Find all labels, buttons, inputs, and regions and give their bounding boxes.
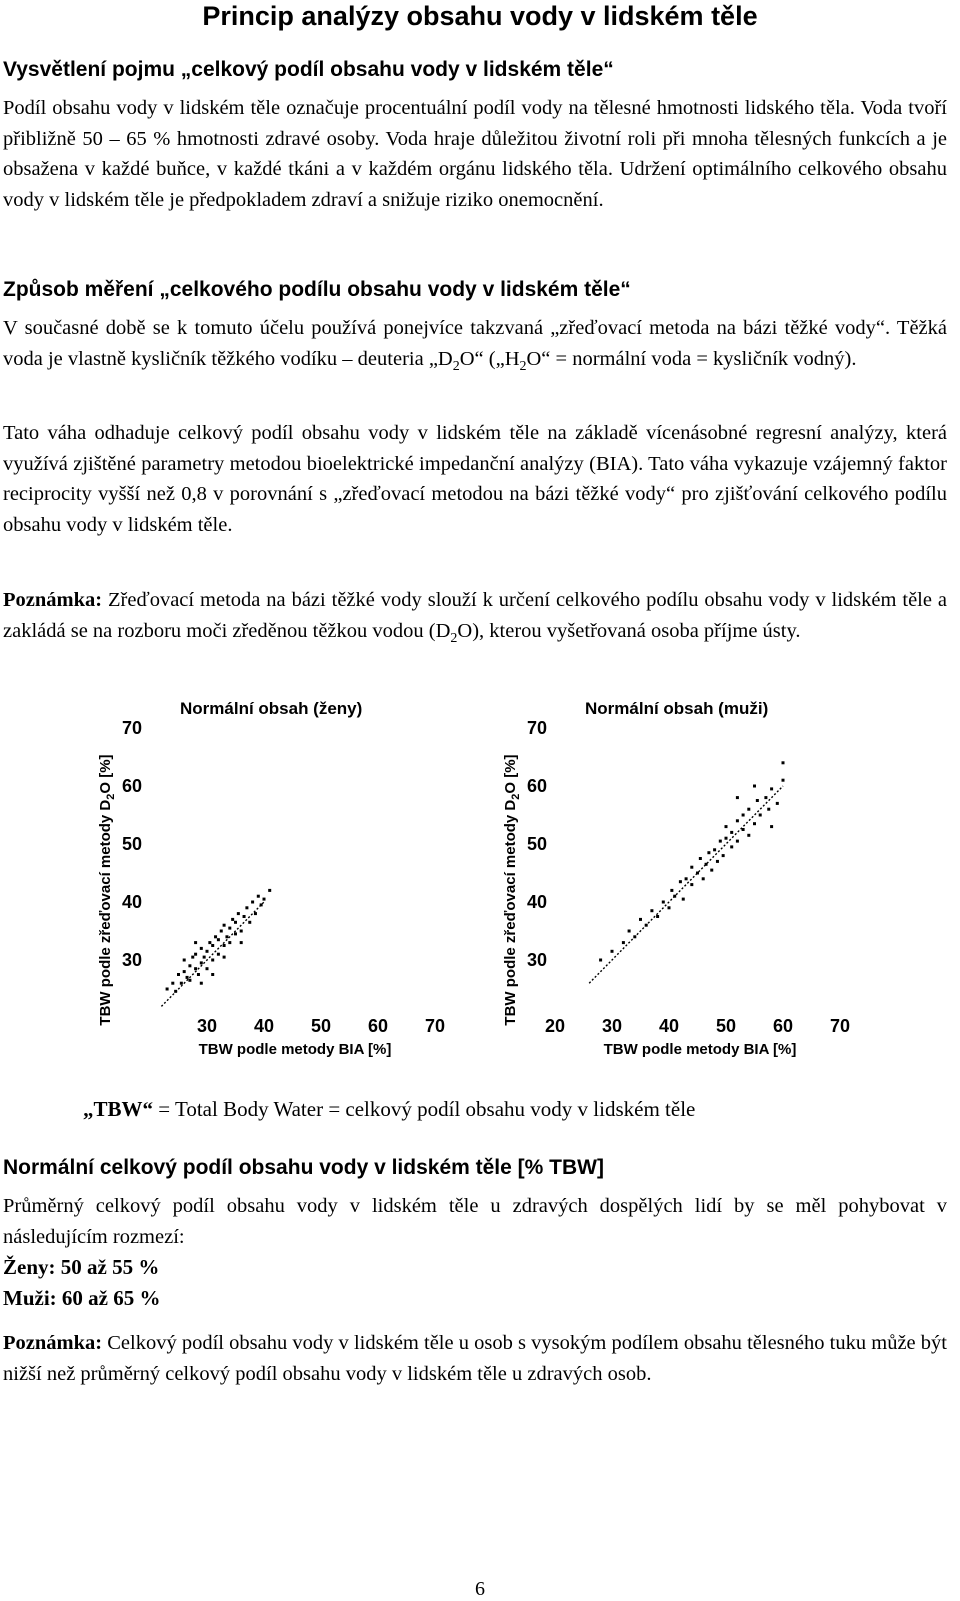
- scatter-chart-men: [495, 700, 865, 1070]
- section-heading-normal: Normální celkový podíl obsahu vody v lidském těle [% TBW]: [3, 1156, 604, 1179]
- y-tick-label: 70: [121, 718, 142, 738]
- x-tick-label: 50: [715, 1016, 737, 1036]
- x-tick-label: 50: [310, 1016, 332, 1036]
- data-point: [251, 901, 254, 904]
- plot-area: [122, 718, 445, 1036]
- data-point: [240, 930, 243, 933]
- data-point: [243, 915, 246, 918]
- data-point: [670, 889, 673, 892]
- data-point: [736, 840, 739, 843]
- data-point: [183, 970, 186, 973]
- data-point: [217, 938, 220, 941]
- data-point: [690, 866, 693, 869]
- x-axis-label: TBW podle metody BIA [%]: [603, 1041, 797, 1058]
- data-point: [662, 901, 665, 904]
- data-point: [200, 947, 203, 950]
- scatter-chart-women: [90, 700, 460, 1070]
- data-point: [223, 956, 226, 959]
- paragraph-definition: Podíl obsahu vody v lidském těle označuje procentuální podíl vody na tělesné hmotnosti lidského těla. Voda tvoří přibližně 50 – 65 % hmotnosti zdravé osoby. Voda hraje důležitou životní roli při mnoha tělesných funkcích a je obsažena v každé buňce, v každé tkáni a v každém orgánu lidského těla. Udržení optimálního celkového obsahu vody v lidském těle je předpokladem zdraví a snižuje riziko onemocnění.: [3, 97, 947, 211]
- data-point: [206, 967, 209, 970]
- data-point: [166, 988, 169, 991]
- y-axis-label: TBW podle zřeďovací metody $D_2O$ [%]: [502, 754, 522, 1026]
- data-point: [171, 982, 174, 985]
- data-point: [214, 935, 217, 938]
- data-point: [770, 787, 773, 790]
- data-point: [725, 837, 728, 840]
- data-point: [197, 973, 200, 976]
- data-point: [747, 834, 750, 837]
- data-point: [260, 903, 263, 906]
- data-point: [248, 921, 251, 924]
- data-point: [753, 785, 756, 788]
- section-heading-measurement: Způsob měření „celkového podílu obsahu vody v lidském těle“: [3, 278, 631, 301]
- data-point: [208, 941, 211, 944]
- data-point: [668, 906, 671, 909]
- data-point: [628, 930, 631, 933]
- data-point: [211, 944, 214, 947]
- data-point: [696, 872, 699, 875]
- data-point: [237, 912, 240, 915]
- data-point: [194, 941, 197, 944]
- data-point: [767, 808, 770, 811]
- data-point: [194, 967, 197, 970]
- y-tick-label: 30: [526, 950, 547, 970]
- data-point: [725, 825, 728, 828]
- x-tick-label: 30: [196, 1016, 218, 1036]
- plot-area: [527, 718, 850, 1036]
- trend-line: [589, 786, 783, 983]
- x-tick-label: 40: [658, 1016, 680, 1036]
- data-point: [730, 831, 733, 834]
- data-point: [742, 828, 745, 831]
- data-point: [234, 932, 237, 935]
- y-axis-label: TBW podle zřeďovací metody $D_2O$ [%]: [97, 754, 117, 1026]
- data-point: [228, 941, 231, 944]
- data-point: [722, 854, 725, 857]
- data-point: [188, 979, 191, 982]
- data-point: [645, 924, 648, 927]
- data-point: [228, 927, 231, 930]
- paragraph-bia: Tato váha odhaduje celkový podíl obsahu vody v lidském těle na základě vícenásobné regresní analýzy, která využívá zjištěné parametry metodou bioelektrické impedanční analýzy (BIA). Tato váha vykazuje vzájemný faktor reciprocity vyšší než 0,8 v porovnání s „zřeďovací metodou na bázi těžké vody“ pro zjišťování celkového podílu obsahu vody v lidském těle.: [3, 422, 947, 536]
- data-point: [206, 950, 209, 953]
- data-point: [211, 959, 214, 962]
- data-point: [656, 915, 659, 918]
- data-point: [682, 898, 685, 901]
- data-point: [756, 799, 759, 802]
- data-point: [764, 796, 767, 799]
- data-point: [685, 877, 688, 880]
- page-number: 6: [475, 1578, 485, 1600]
- data-point: [713, 848, 716, 851]
- y-tick-label: 40: [121, 892, 142, 912]
- data-point: [223, 924, 226, 927]
- data-point: [705, 863, 708, 866]
- data-point: [211, 973, 214, 976]
- y-tick-label: 60: [121, 776, 142, 796]
- y-tick-label: 50: [526, 834, 547, 854]
- data-point: [186, 976, 189, 979]
- data-point: [707, 851, 710, 854]
- data-point: [194, 953, 197, 956]
- y-tick-label: 30: [121, 950, 142, 970]
- data-point: [180, 982, 183, 985]
- data-point: [225, 935, 228, 938]
- data-point: [782, 761, 785, 764]
- paragraph-note-dilution: Poznámka: Zřeďovací metoda na bázi těžké vody slouží k určení celkového podílu obsahu vody v lidském těle a zakládá se na rozboru moči zředěnou těžkou vodou $(D_2O)$, kterou vyšetřovaná osoba příjme ústy.: [3, 589, 947, 646]
- range-women: Ženy: 50 až 55 %: [3, 1255, 160, 1279]
- data-point: [770, 825, 773, 828]
- x-tick-label: 60: [772, 1016, 794, 1036]
- data-point: [223, 944, 226, 947]
- data-point: [183, 959, 186, 962]
- data-point: [217, 953, 220, 956]
- data-point: [702, 877, 705, 880]
- data-point: [639, 918, 642, 921]
- paragraph-note-fat: Poznámka: Celkový podíl obsahu vody v lidském těle u osob s vysokým podílem obsahu tělesného tuku může být nižší než průměrný celkový podíl obsahu vody v lidském těle u zdravých osob.: [3, 1332, 947, 1385]
- data-point: [268, 889, 271, 892]
- data-point: [174, 990, 177, 993]
- data-point: [736, 796, 739, 799]
- data-point: [220, 930, 223, 933]
- data-point: [254, 912, 257, 915]
- data-point: [611, 950, 614, 953]
- data-point: [679, 880, 682, 883]
- data-point: [257, 895, 260, 898]
- paragraph-normal-range: Průměrný celkový podíl obsahu vody v lidském těle u zdravých dospělých lidí by se měl pohybovat v následujícím rozmezí:: [3, 1195, 947, 1248]
- data-point: [622, 941, 625, 944]
- y-tick-label: 40: [526, 892, 547, 912]
- chart-title: Normální obsah (muži): [585, 700, 769, 718]
- data-point: [200, 961, 203, 964]
- x-tick-label: 70: [424, 1016, 446, 1036]
- x-tick-label: 30: [601, 1016, 623, 1036]
- data-point: [673, 895, 676, 898]
- data-point: [759, 814, 762, 817]
- data-point: [742, 814, 745, 817]
- data-point: [747, 808, 750, 811]
- chart-title: Normální obsah (ženy): [180, 700, 363, 718]
- data-point: [177, 973, 180, 976]
- x-tick-label: 40: [253, 1016, 275, 1036]
- data-point: [699, 857, 702, 860]
- data-point: [776, 802, 779, 805]
- data-point: [188, 964, 191, 967]
- data-point: [650, 909, 653, 912]
- data-point: [263, 898, 266, 901]
- data-point: [710, 869, 713, 872]
- data-point: [245, 906, 248, 909]
- paragraph-heavy-water: V současné době se k tomuto účelu používá ponejvíce takzvaná „zřeďovací metoda na bázi těžké vody“. Těžká voda je vlastně kysličník těžkého vodíku – deuteria $„D_2O“$ ($„H_2O“$ = normální voda = kysličník vodný).: [3, 317, 947, 374]
- tbw-caption: „TBW“ = Total Body Water = celkový podíl obsahu vody v lidském těle: [83, 1097, 696, 1121]
- y-tick-label: 50: [121, 834, 142, 854]
- data-point: [753, 822, 756, 825]
- y-tick-label: 60: [526, 776, 547, 796]
- page-title: Princip analýzy obsahu vody v lidském těle: [202, 1, 758, 31]
- data-point: [716, 860, 719, 863]
- x-tick-label: 60: [367, 1016, 389, 1036]
- data-point: [234, 921, 237, 924]
- y-tick-label: 70: [526, 718, 547, 738]
- section-heading-definition: Vysvětlení pojmu „celkový podíl obsahu vody v lidském těle“: [3, 58, 614, 81]
- data-point: [730, 845, 733, 848]
- x-axis-label: TBW podle metody BIA [%]: [198, 1041, 392, 1058]
- data-point: [200, 982, 203, 985]
- data-point: [599, 959, 602, 962]
- x-tick-label: 70: [829, 1016, 851, 1036]
- data-point: [231, 918, 234, 921]
- data-point: [690, 883, 693, 886]
- data-point: [782, 779, 785, 782]
- x-tick-label: 20: [544, 1016, 566, 1036]
- range-men: Muži: 60 až 65 %: [3, 1286, 161, 1310]
- data-point: [633, 935, 636, 938]
- data-point: [719, 840, 722, 843]
- data-point: [240, 941, 243, 944]
- data-point: [736, 819, 739, 822]
- data-point: [191, 956, 194, 959]
- data-point: [203, 956, 206, 959]
